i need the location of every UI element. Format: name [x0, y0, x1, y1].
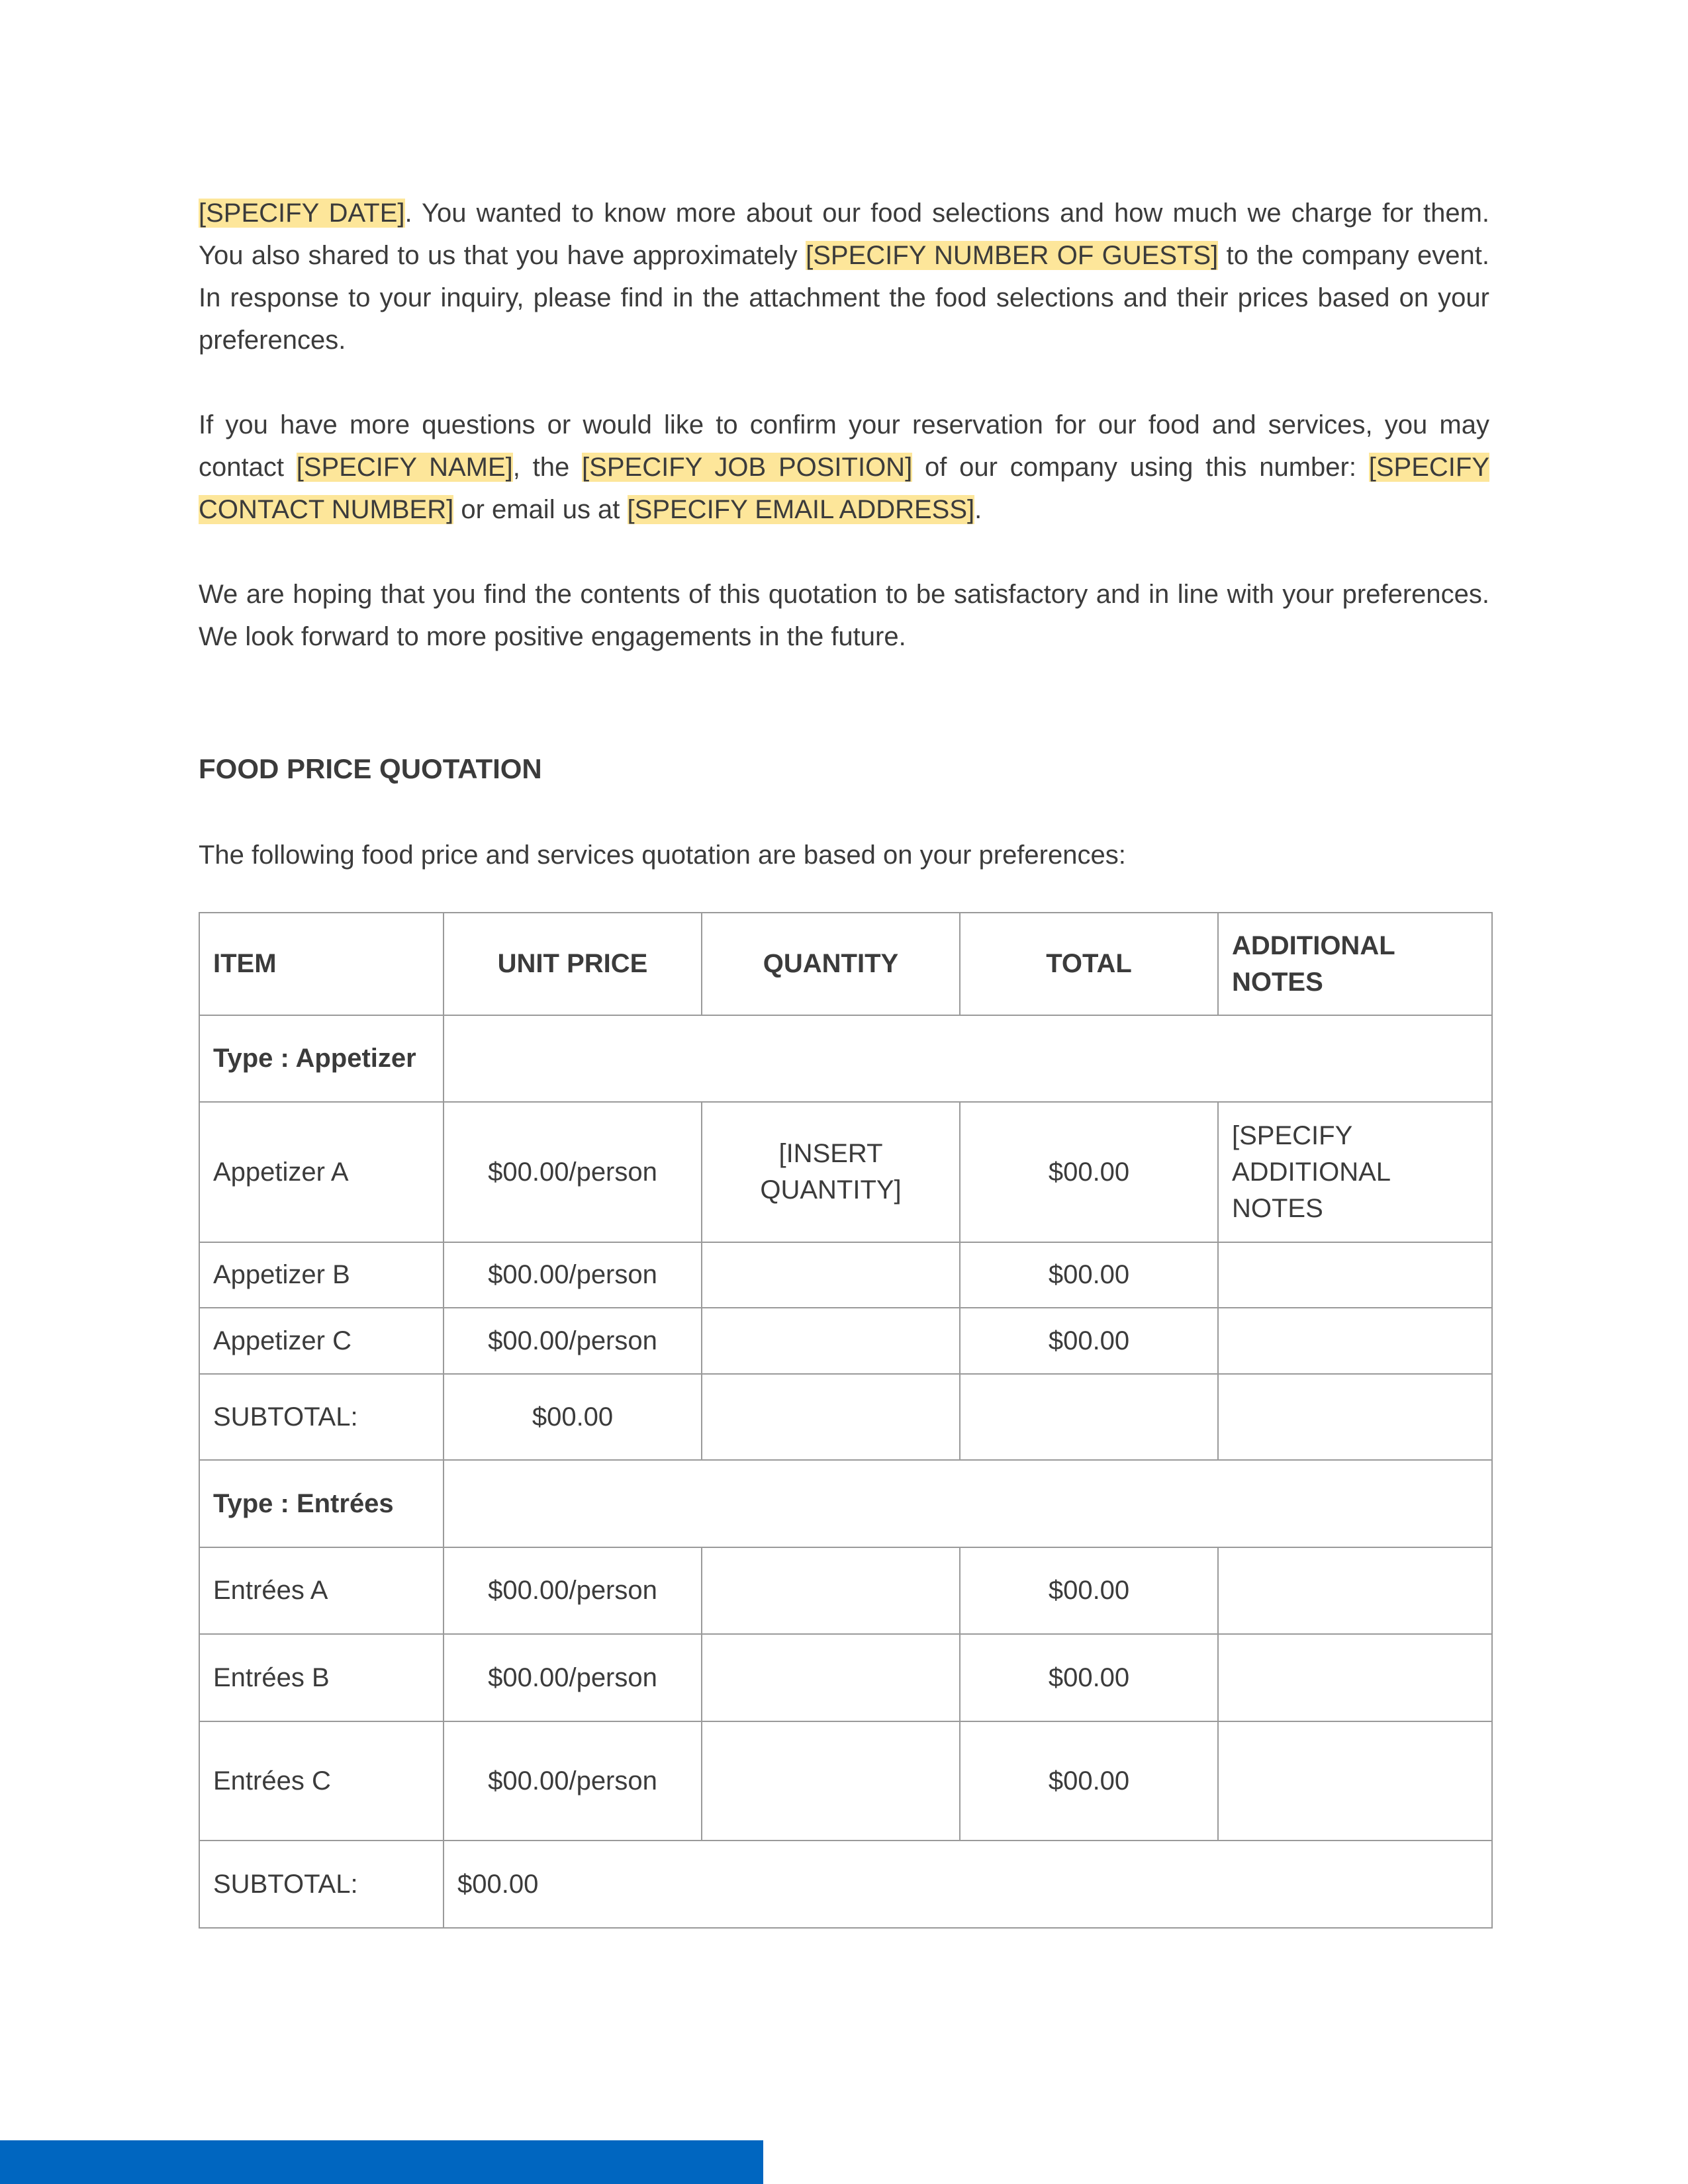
cell-total: $00.00	[960, 1102, 1218, 1242]
table-row	[199, 1721, 1492, 1841]
cell-item: Entrées A	[199, 1547, 444, 1634]
paragraph-text: , the	[512, 453, 583, 482]
table-row	[199, 1242, 1492, 1308]
cell-total: $00.00	[960, 1721, 1218, 1841]
empty-cell	[702, 1374, 960, 1460]
section-title: FOOD PRICE QUOTATION	[199, 753, 542, 784]
table-row	[199, 1634, 1492, 1721]
field-number-of-guests[interactable]: [SPECIFY NUMBER OF GUESTS]	[806, 241, 1219, 270]
paragraph-inquiry	[199, 192, 1489, 361]
cell-notes[interactable]	[1218, 1547, 1492, 1634]
cell-quantity[interactable]	[702, 1242, 960, 1308]
cell-unit-price: $00.00/person	[444, 1547, 702, 1634]
cell-unit-price: $00.00/person	[444, 1721, 702, 1841]
empty-cell	[960, 1374, 1218, 1460]
field-contact-number[interactable]: [SPECIFY CONTACT NUMBER]	[199, 453, 1489, 524]
cell-item: Entrées B	[199, 1634, 444, 1721]
cell-notes[interactable]	[1218, 1634, 1492, 1721]
type-label: Type : Appetizer	[199, 1015, 444, 1102]
paragraph-text: of our company using this number:	[912, 453, 1369, 482]
price-quotation-table	[199, 912, 1493, 1929]
cell-quantity[interactable]: [INSERT QUANTITY]	[702, 1102, 960, 1242]
paragraph-text: If you have more questions or would like to confirm your reservation for our food and services, you may contact	[199, 410, 1489, 482]
cell-item: Appetizer A	[199, 1102, 444, 1242]
subtotal-row-appetizer	[199, 1374, 1492, 1460]
cell-quantity[interactable]	[702, 1308, 960, 1374]
empty-cell	[1218, 1374, 1492, 1460]
paragraph-text: to the company event. In response to your inquiry, please find in the attachment the food selections and their prices based on your preferences.	[199, 241, 1489, 355]
quotation-intro: The following food price and services quotation are based on your preferences:	[199, 841, 1126, 870]
cell-unit-price: $00.00/person	[444, 1102, 702, 1242]
paragraph-text: . You wanted to know more about our food selections and how much we charge for them. You also shared to us that you have approximately	[199, 199, 1489, 270]
cell-item: Appetizer B	[199, 1242, 444, 1308]
subtotal-value: $00.00	[444, 1374, 702, 1460]
paragraph-contact	[199, 404, 1489, 531]
empty-cell	[444, 1015, 1492, 1102]
cell-total: $00.00	[960, 1547, 1218, 1634]
cell-quantity[interactable]	[702, 1721, 960, 1841]
paragraph-text: or email us at	[453, 495, 628, 524]
header-total: TOTAL	[960, 913, 1218, 1015]
cell-item: Appetizer C	[199, 1308, 444, 1374]
cell-unit-price: $00.00/person	[444, 1242, 702, 1308]
paragraph-text: .	[974, 495, 982, 524]
cell-item: Entrées C	[199, 1721, 444, 1841]
cell-total: $00.00	[960, 1242, 1218, 1308]
field-email-address[interactable]: [SPECIFY EMAIL ADDRESS]	[627, 495, 975, 524]
footer-accent-bar	[0, 2140, 763, 2184]
document-body	[199, 192, 1489, 1929]
cell-notes[interactable]	[1218, 1308, 1492, 1374]
cell-notes[interactable]	[1218, 1721, 1492, 1841]
cell-quantity[interactable]	[702, 1634, 960, 1721]
type-label: Type : Entrées	[199, 1460, 444, 1547]
cell-total: $00.00	[960, 1308, 1218, 1374]
header-unit-price: UNIT PRICE	[444, 913, 702, 1015]
empty-cell	[444, 1460, 1492, 1547]
table-row	[199, 1547, 1492, 1634]
paragraph-closing: We are hoping that you find the contents of this quotation to be satisfactory and in line with your preferences. We look forward to more positive engagements in the future.	[199, 580, 1489, 651]
subtotal-label: SUBTOTAL:	[199, 1841, 444, 1928]
field-name[interactable]: [SPECIFY NAME]	[296, 453, 513, 482]
subtotal-label: SUBTOTAL:	[199, 1374, 444, 1460]
table-header-row	[199, 913, 1492, 1015]
type-row-appetizer	[199, 1015, 1492, 1102]
cell-unit-price: $00.00/person	[444, 1308, 702, 1374]
field-job-position[interactable]: [SPECIFY JOB POSITION]	[582, 453, 913, 482]
subtotal-row-entrees	[199, 1841, 1492, 1928]
table-row	[199, 1308, 1492, 1374]
subtotal-value: $00.00	[444, 1841, 1492, 1928]
field-date[interactable]: [SPECIFY DATE]	[199, 199, 405, 228]
header-quantity: QUANTITY	[702, 913, 960, 1015]
type-row-entrees	[199, 1460, 1492, 1547]
table-row	[199, 1102, 1492, 1242]
cell-total: $00.00	[960, 1634, 1218, 1721]
header-additional-notes: ADDITIONAL NOTES	[1218, 913, 1492, 1015]
cell-unit-price: $00.00/person	[444, 1634, 702, 1721]
cell-notes[interactable]: [SPECIFY ADDITIONAL NOTES	[1218, 1102, 1492, 1242]
header-item: ITEM	[199, 913, 444, 1015]
cell-quantity[interactable]	[702, 1547, 960, 1634]
cell-notes[interactable]	[1218, 1242, 1492, 1308]
